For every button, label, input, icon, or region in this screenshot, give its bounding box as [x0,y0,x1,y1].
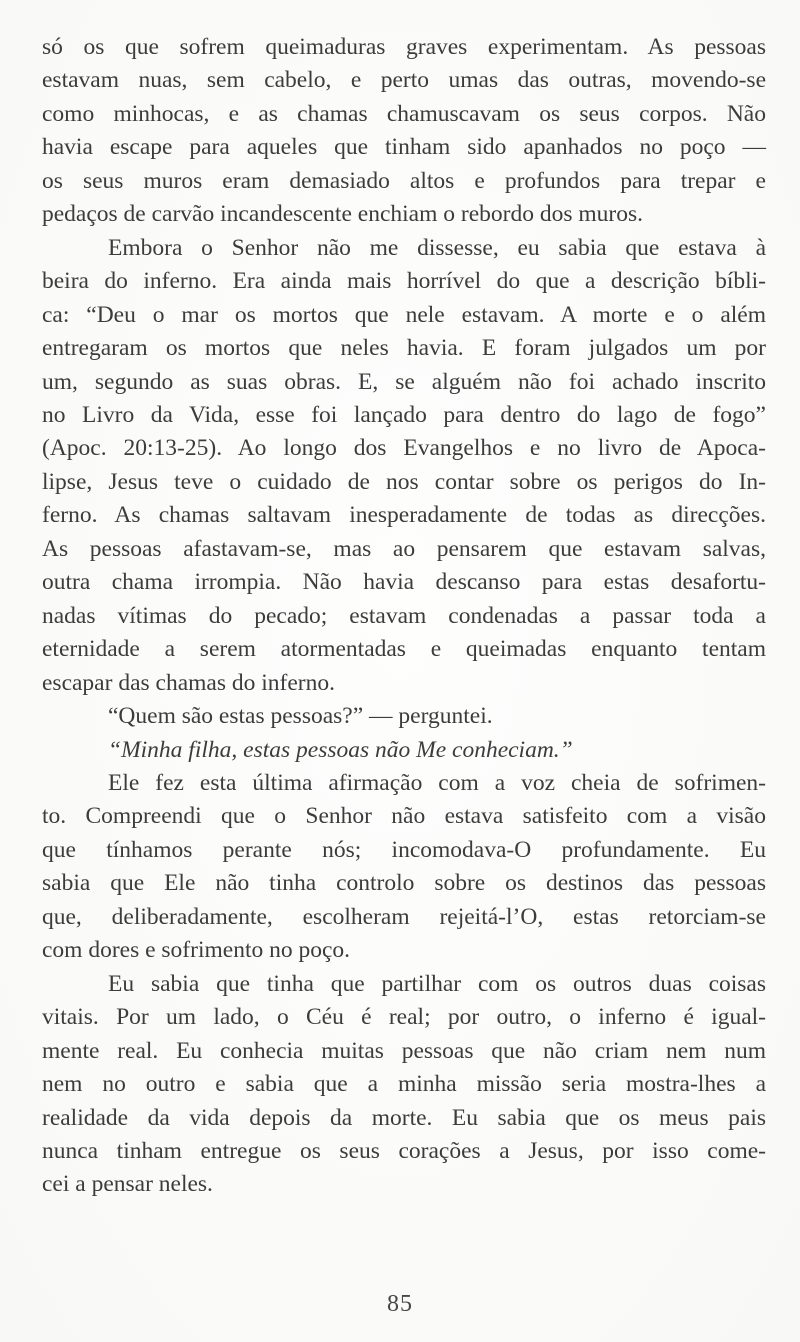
page-number: 85 [387,1291,413,1317]
text-line: nem no outro e sabia que a minha missão seria mostra-lhes a [42,1071,766,1098]
paragraph [42,232,766,700]
text-line: vitais. Por um lado, o Céu é real; por outro, o inferno é igual- [42,1004,766,1031]
text-line: nadas vítimas do pecado; estavam condenadas a passar toda a [42,602,766,629]
text-line: ferno. As chamas saltavam inesperadamente de todas as direcções. [42,502,766,529]
paragraph [42,734,766,767]
text-line: Eu sabia que tinha que partilhar com os outros duas coisas [108,970,766,997]
text-line: pedaços de carvão incandescente enchiam o rebordo dos muros. [42,201,643,228]
text-line: outra chama irrompia. Não havia descanso para estas desafortu- [42,569,766,596]
page-text [42,31,766,1202]
text-line: ca: “Deu o mar os mortos que nele estavam. A morte e o além [42,301,766,328]
text-line: realidade da vida depois da morte. Eu sabia que os meus pais [42,1104,766,1131]
text-line: As pessoas afastavam-se, mas ao pensarem que estavam salvas, [42,535,766,562]
text-line: estavam nuas, sem cabelo, e perto umas das outras, movendo-se [42,67,766,94]
text-line: que tínhamos perante nós; incomodava-O profundamente. Eu [42,836,766,863]
text-line: lipse, Jesus teve o cuidado de nos contar sobre os perigos do In- [42,468,766,495]
paragraph [42,700,766,733]
text-line: como minhocas, e as chamas chamuscavam os seus corpos. Não [42,100,766,127]
paragraph [42,31,766,232]
text-line: “Minha filha, estas pessoas não Me conheciam.” [108,736,573,763]
text-line: entregaram os mortos que neles havia. E foram julgados um por [42,335,766,362]
text-line: to. Compreendi que o Senhor não estava satisfeito com a visão [42,803,766,830]
text-line: escapar das chamas do inferno. [42,669,335,696]
text-line: Ele fez esta última afirmação com a voz cheia de sofrimen- [108,769,766,796]
text-line: beira do inferno. Era ainda mais horrível do que a descrição bíbli- [42,268,766,295]
text-line: um, segundo as suas obras. E, se alguém não foi achado inscrito [42,368,766,395]
text-line: mente real. Eu conhecia muitas pessoas que não criam nem num [42,1037,766,1064]
text-line: que, deliberadamente, escolheram rejeitá-l’O, estas retorciam-se [42,903,766,930]
text-line: no Livro da Vida, esse foi lançado para dentro do lago de fogo” [42,401,766,428]
text-line: os seus muros eram demasiado altos e profundos para trepar e [42,167,766,194]
text-line: sabia que Ele não tinha controlo sobre os destinos das pessoas [42,870,766,897]
text-line: cei a pensar neles. [42,1171,213,1198]
text-line: só os que sofrem queimaduras graves experimentam. As pessoas [42,34,766,60]
text-line: Embora o Senhor não me dissesse, eu sabia que estava à [108,234,766,261]
text-line: “Quem são estas pessoas?” — perguntei. [108,703,493,730]
text-line: nunca tinham entregue os seus corações a Jesus, por isso come- [42,1137,766,1164]
paragraph [42,767,766,968]
text-line: com dores e sofrimento no poço. [42,937,351,964]
text-line: havia escape para aqueles que tinham sido apanhados no poço — [42,134,766,161]
text-line: (Apoc. 20:13-25). Ao longo dos Evangelhos e no livro de Apoca- [42,435,766,462]
paragraph [42,968,766,1202]
text-line: eternidade a serem atormentadas e queimadas enquanto tentam [42,636,766,663]
